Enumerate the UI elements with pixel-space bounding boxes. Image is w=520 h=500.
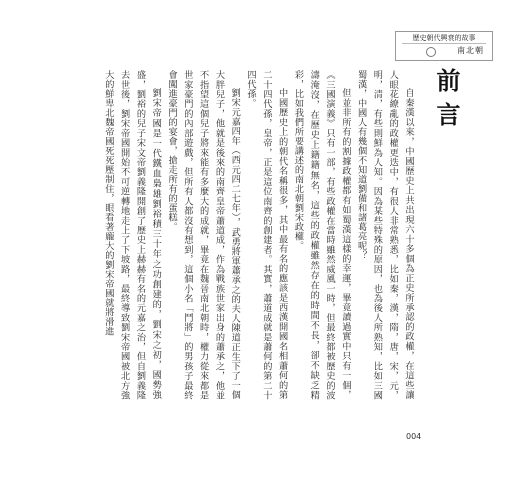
paragraph: 劉宋元嘉四年（西元四二七年），武勇將軍蕭承之的夫人陳道正生下了一個大胖兒子，他就是後來的南齊皇帝蕭道成，作為戰族世家出身的蕭承之，他並不指望這個兒子將來能有多麼大的成就，畢竟在魏晉南北朝時，權力從來都是世家豪門的內部遊戲，但所有人都沒有想到，這個小名「鬥將」的男孩子最終會闖進豪門的宴會，搶走所有的蛋糕。 — [166, 70, 241, 400]
paragraph: 但並非所有的割據政權都有如蜀漢這樣的幸運，畢竟讀過實中只有一個，《三國演義》只有一部，有些政權在當時雖然威風一時，但最終都被歷史的波濤淹沒，在歷史上籍籍無名，這些的政權雖然存在的時間不長，卻不缺乏精彩，比如我們所要講述的南北朝劉宋政權。 — [292, 70, 351, 400]
paragraph: 自秦漢以來，中國歷史上共出現六十多個為正史所承認的政權，在這些讓人眼花繚亂的政權更迭中，有很人非常熟悉，比如秦，漢，隋，唐，宋，元，明，清，有些則鮮為人知。因為某些特殊的原因，也為後人所熟知，比如三國蜀漢，中國人有幾個不知道劉備和諸葛亮呢？ — [355, 70, 414, 400]
header-divider — [402, 43, 486, 44]
paragraph: 中國歷史上的朝代名稱很多，其中最有名的應該是西漢開國名相蕭何的第二十四代孫，皇帝，正是這位南齊的創建者。其實，蕭道成就是蕭何的第二十四代孫。 — [245, 70, 288, 400]
page-number: 004 — [406, 432, 422, 441]
header-subtitle: 南北朝 — [457, 46, 484, 55]
section-title: 前言 — [432, 68, 461, 136]
series-header-box — [395, 31, 493, 61]
series-title: 歷史朝代興衰的故事 — [412, 34, 476, 42]
body-text — [56, 70, 416, 400]
paragraph: 劉宋帝國是一代鐵血梟雄劉裕積三十年之功創建的，劉宋之初，國勢強盛，劉裕的兒子宋文帝劉義隆開創了歷史上赫赫有名的元嘉之治，但自劉義隆去世後，劉宋帝國開始不可逆轉地走上了下坡路，最終導致劉宋帝國被北方強大的鮮卑北魏帝國死死壓制住，眼看著龐大的劉宋帝國就將滑進 — [102, 70, 162, 400]
circle-ornament-icon — [426, 47, 436, 57]
